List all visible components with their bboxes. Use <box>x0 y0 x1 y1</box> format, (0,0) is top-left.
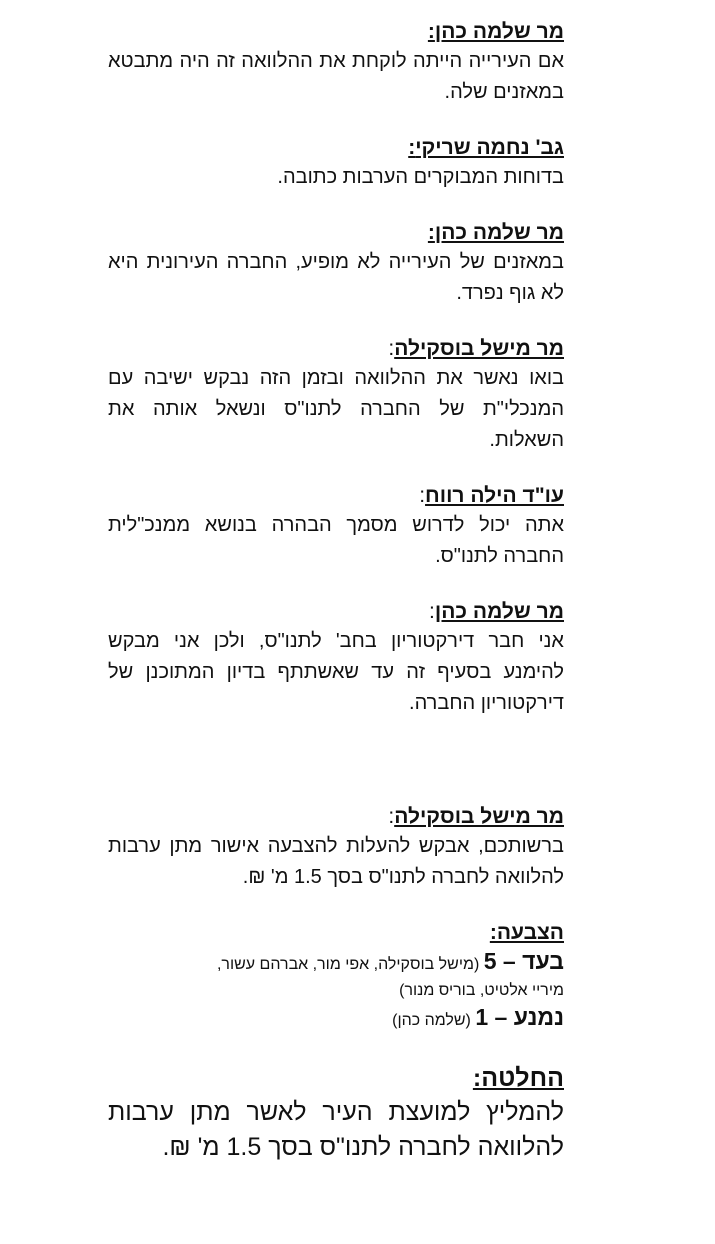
speaker-name: מר מישל בוסקילה: <box>388 805 564 828</box>
exchange <box>108 335 564 456</box>
speech-text: אם העירייה הייתה לוקחת את ההלוואה זה היה מתבטא במאזנים שלה. <box>108 50 564 103</box>
exchange <box>108 219 564 309</box>
protocol-document <box>108 18 564 1165</box>
decision-section <box>108 1061 564 1165</box>
vote-for-names-cont: מיריי אלטיט, בוריס מנור) <box>399 982 564 999</box>
speaker-name: גב' נחמה שריקי: <box>408 136 564 159</box>
vote-section <box>108 919 564 1035</box>
vote-abstain-names: (שלמה כהן) <box>392 1012 471 1029</box>
vote-abstain-label: נמנע – 1 <box>475 1004 564 1030</box>
exchange <box>108 482 564 572</box>
exchange <box>108 598 564 719</box>
speaker-name: מר מישל בוסקילה: <box>388 337 564 360</box>
decision-text: להמליץ למועצת העיר לאשר מתן ערבות להלוואה לחברה לתנו"ס בסך 1.5 מ' ₪. <box>108 1098 564 1161</box>
vote-abstain <box>108 1003 564 1035</box>
speech-text: ברשותכם, אבקש להעלות להצבעה אישור מתן ערבות להלוואה לחברה לתנו"ס בסך 1.5 מ' ₪. <box>108 835 564 888</box>
spacer <box>108 745 564 803</box>
decision-heading: החלטה: <box>472 1064 564 1092</box>
speech-text: בדוחות המבוקרים הערבות כתובה. <box>277 166 564 188</box>
exchange <box>108 134 564 193</box>
exchange <box>108 18 564 108</box>
speaker-name: מר שלמה כהן: <box>427 20 564 43</box>
exchange <box>108 803 564 893</box>
vote-for-names: (מישל בוסקילה, אפי מור, אברהם עשור, <box>216 956 480 973</box>
speaker-name: עו"ד הילה רווח: <box>419 484 564 507</box>
speech-text: אתה יכול לדרוש מסמך הבהרה בנושא ממנכ"לית החברה לתנו"ס. <box>108 514 564 567</box>
speech-text: אני חבר דירקטוריון בחב' לתנו"ס, ולכן אני מבקש להימנע בסעיף זה עד שאשתתף בדיון המתוכנן של דירקטוריון החברה. <box>108 630 564 714</box>
speech-text: בואו נאשר את ההלוואה ובזמן הזה נבקש ישיבה עם המנכלי"ת של החברה לתנו"ס ונשאל אותה את השאלות. <box>108 367 564 451</box>
speech-text: במאזנים של העירייה לא מופיע, החברה העירונית היא לא גוף נפרד. <box>108 251 564 304</box>
vote-for <box>108 947 564 979</box>
speaker-name: מר שלמה כהן: <box>429 600 564 623</box>
speaker-name: מר שלמה כהן: <box>427 221 564 244</box>
vote-heading: הצבעה: <box>489 921 564 944</box>
vote-for-label: בעד – 5 <box>483 948 564 974</box>
